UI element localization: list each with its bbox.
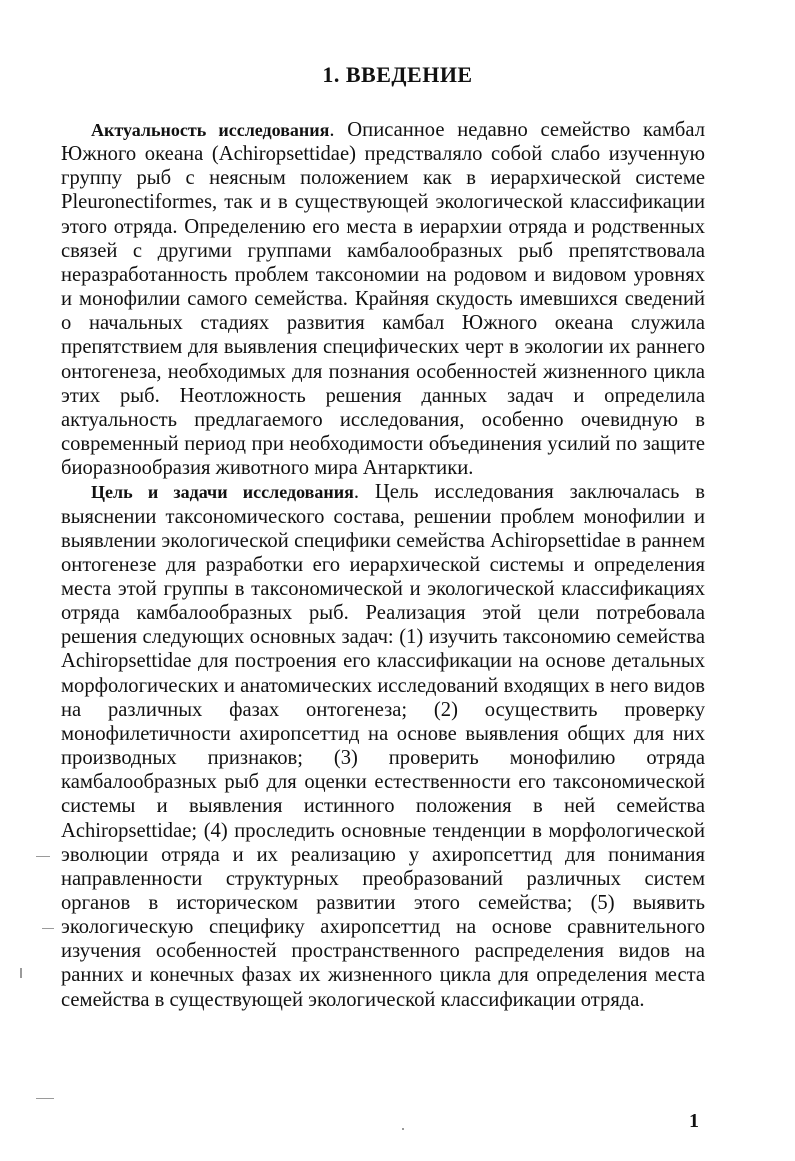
scan-speck bbox=[402, 1128, 404, 1130]
paragraph-goals bbox=[61, 480, 705, 1011]
scan-speck bbox=[20, 968, 22, 978]
body-text bbox=[61, 118, 705, 1012]
paragraph-text-relevance: . Описанное недавно семейство камбал Южного океана (Achiropsettidae) предстваляло собой слабо изученную группу рыб с неясным положением как в иерархической системе Pleuronectiformes, так и в существующей экологической классификации этого отряда. Определению его места в иерархии отряда и родственных связей с другими группами камбалообразных рыб препятствовала неразработанность проблем таксономии на родовом и видовом уровнях и монофилии самого семейства. Крайняя скудость имевшихся сведений о начальных стадиях развития камбал Южного океана служила препятствием для выявления специфических черт в экологии их раннего онтогенеза, необходимых для познания особенностей жизненного цикла этих рыб. Неотложность решения данных задач и определила актуальность предлагаемого исследования, особенно очевидную в современный период при необходимости объединения усилий по защите биоразнообразия животного мира Антарктики. bbox=[61, 119, 705, 480]
scan-speck bbox=[42, 928, 54, 929]
scan-speck bbox=[36, 1098, 54, 1099]
paragraph-text-goals: . Цель исследования заключалась в выяснении таксономического состава, решении проблем монофилии и выявлении экологической специфики семейства Achiropsettidae в раннем онтогенезе для разработки его иерархической системы и определения места этой группы в таксономической и экологической классификациях отряда камбалообразных рыб. Реализация этой цели потребовала решения следующих основных задач: (1) изучить таксономию семейства Achiropsettidae для построения его классификации на основе детальных морфологических и анатомических исследований входящих в него видов на различных фазах онтогенеза; (2) осуществить проверку монофилетичности ахиропсеттид на основе выявления общих для них производных признаков; (3) проверить монофилию отряда камбалообразных рыб для оценки естественности его таксономической системы и выявления истинного положения в ней семейства Achiropsettidae; (4) проследить основные тенденции в морфологической эволюции отряда и их реализацию у ахиропсеттид для понимания направленности структурных преобразований различных систем органов в историческом развитии этого семейства; (5) выявить экологическую специфику ахиропсеттид на основе сравнительного изучения особенностей пространственного распределения видов на ранних и конечных фазах их жизненного цикла для определения места семейства в существующей экологической классификации отряда. bbox=[61, 481, 705, 1011]
paragraph-relevance bbox=[61, 118, 705, 480]
paragraph-lead-relevance: Актуальность исследования bbox=[91, 120, 330, 140]
scan-speck bbox=[36, 856, 50, 857]
page-number: 1 bbox=[689, 1110, 699, 1132]
paragraph-lead-goals: Цель и задачи исследования bbox=[91, 482, 354, 503]
page-title: 1. ВВЕДЕНИЕ bbox=[322, 62, 473, 87]
